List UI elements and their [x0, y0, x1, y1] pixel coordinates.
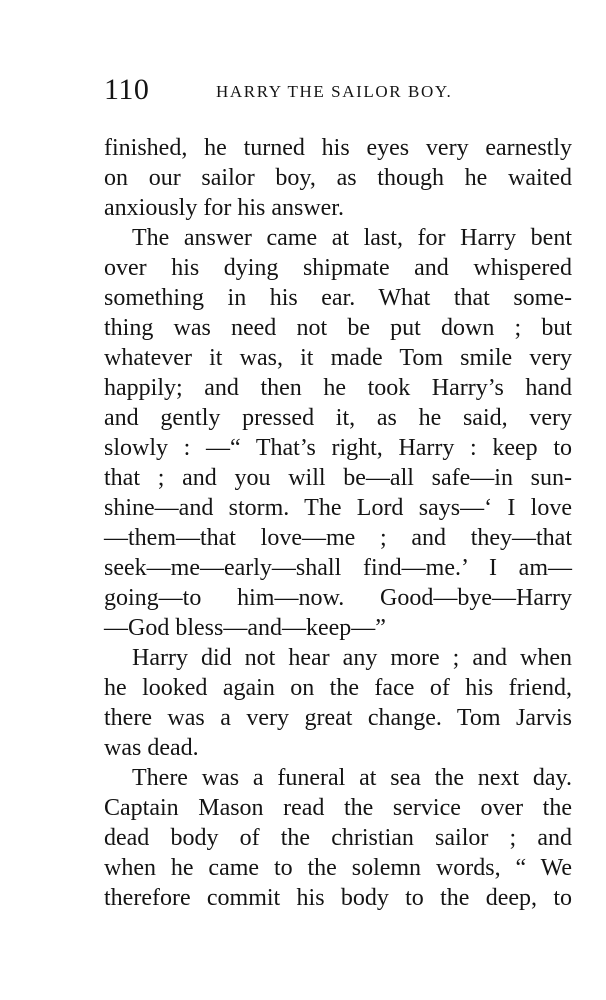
text-line: —God bless—and—keep—” [104, 615, 386, 641]
text-line: There was a funeral at sea the next day. [132, 765, 572, 791]
text-line: and gently pressed it, as he said, very [104, 405, 572, 431]
text-line: there was a very great change. Tom Jarvis [104, 705, 572, 731]
text-line: Harry did not hear any more ; and when [132, 645, 572, 671]
text-line: therefore commit his body to the deep, to [104, 885, 572, 911]
text-line: The answer came at last, for Harry bent [132, 225, 572, 251]
text-line: on our sailor boy, as though he waited [104, 165, 572, 191]
paragraph [104, 643, 572, 763]
text-line: over his dying shipmate and whispered [104, 255, 572, 281]
body-text [104, 133, 572, 913]
text-line: dead body of the christian sailor ; and [104, 825, 572, 851]
text-line: slowly : —“ That’s right, Harry : keep to [104, 435, 572, 461]
text-line: whatever it was, it made Tom smile very [104, 345, 572, 371]
text-line: —them—that love—me ; and they—that [104, 525, 572, 551]
text-line: was dead. [104, 735, 199, 761]
paragraph [104, 763, 572, 913]
page-number: 110 [104, 73, 150, 106]
text-line: seek—me—early—shall find—me.’ I am— [104, 555, 572, 581]
text-line: shine—and storm. The Lord says—‘ I love [104, 495, 572, 521]
text-line: finished, he turned his eyes very earnestly [104, 135, 572, 161]
page-header [104, 72, 574, 112]
text-line: Captain Mason read the service over the [104, 795, 572, 821]
text-line: that ; and you will be—all safe—in sun- [104, 465, 572, 491]
text-line: something in his ear. What that some- [104, 285, 572, 311]
text-line: going—to him—now. Good—bye—Harry [104, 585, 572, 611]
text-line: happily; and then he took Harry’s hand [104, 375, 572, 401]
text-line: thing was need not be put down ; but [104, 315, 572, 341]
paragraph [104, 133, 572, 223]
running-title: HARRY THE SAILOR BOY. [216, 82, 453, 101]
paragraph [104, 223, 572, 643]
text-line: anxiously for his answer. [104, 195, 344, 221]
text-line: when he came to the solemn words, “ We [104, 855, 572, 881]
text-line: he looked again on the face of his friend, [104, 675, 572, 701]
